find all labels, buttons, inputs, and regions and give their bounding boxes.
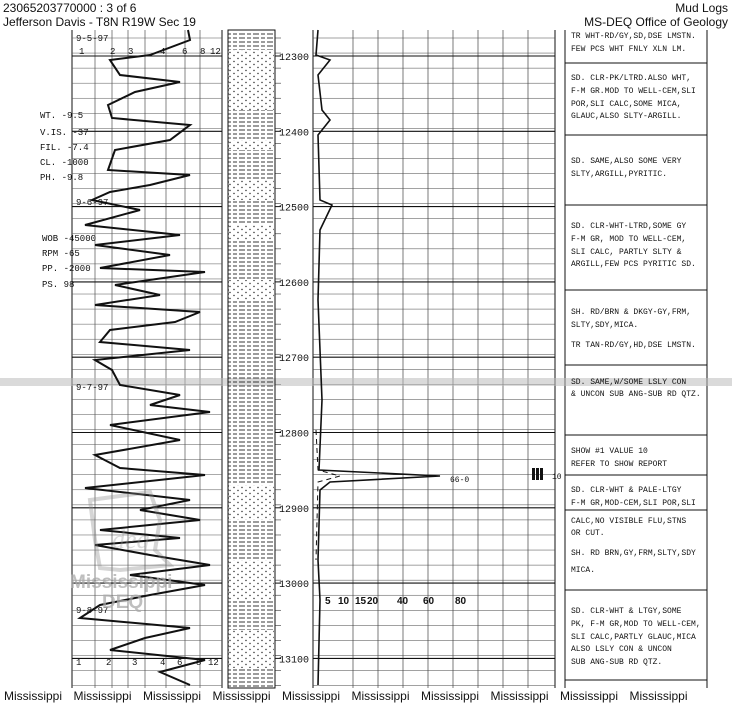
lithology-description: OR CUT.: [571, 529, 605, 538]
lithology-description: SD. SAME,W/SOME LSLY CON: [571, 378, 687, 387]
depth-label: 13100: [279, 655, 310, 667]
drilling-parameter: RPM -65: [42, 249, 80, 259]
gas-scale-label: 20: [367, 596, 379, 607]
rop-scale-bottom-label: 8: [196, 658, 202, 668]
footer-label: Mississippi: [282, 689, 341, 703]
footer-label: Mississippi: [421, 689, 480, 703]
well-name: Jefferson Davis - T8N R19W Sec 19: [3, 15, 196, 29]
lithology-description: TR TAN-RD/GY,HD,DSE LMSTN.: [571, 341, 696, 350]
footer-label: Mississippi: [73, 689, 132, 703]
gas-peak-label: 66-0: [450, 476, 470, 485]
rop-scale-top-label: 1: [79, 47, 85, 57]
rop-scale-bottom-label: 1: [76, 658, 82, 668]
lithology-description: SLTY,ARGILL,PYRITIC.: [571, 170, 668, 179]
sand-interval: [229, 280, 274, 300]
footer-label: Mississippi: [212, 689, 271, 703]
gas-scale-label: 10: [338, 596, 350, 607]
depth-label: 12300: [279, 53, 310, 64]
sand-interval: [229, 50, 274, 110]
rop-scale-bottom-label: 6: [177, 658, 183, 668]
depth-label: 12800: [279, 429, 310, 441]
rop-scale-bottom-label: 3: [132, 658, 138, 668]
lithology-description: PK, F-M GR,MOD TO WELL-CEM,: [571, 620, 701, 629]
rop-scale-top-label: 6: [182, 47, 188, 57]
rop-scale-top-label: 2: [110, 47, 116, 57]
lithology-description: SD. SAME,ALSO SOME VERY: [571, 157, 682, 166]
lithology-description: ARGILL,FEW PCS PYRITIC SD.: [571, 260, 696, 269]
sand-interval: [229, 180, 274, 200]
show-indicator-bar: [540, 468, 543, 480]
date-label: 9-7-97: [76, 383, 109, 393]
watermark-line1: Mississippi: [70, 572, 173, 593]
lithology-description: ALSO LSLY CON & UNCON: [571, 645, 672, 654]
mud-property: WT. -9.5: [40, 111, 84, 121]
lithology-description: FEW PCS WHT FNLY XLN LM.: [571, 45, 687, 54]
lithology-description: SLI CALC, PARTLY SLTY &: [571, 248, 682, 257]
footer-label: Mississippi: [629, 689, 688, 703]
depth-label: 12900: [279, 504, 310, 516]
depth-label: 12600: [279, 278, 310, 290]
agency-name: MS-DEQ Office of Geology: [584, 15, 728, 29]
lithology-description: SUB ANG-SUB RD QTZ.: [571, 658, 663, 667]
sand-interval: [229, 630, 274, 668]
sand-interval: [229, 225, 274, 240]
rop-scale-bottom-label: 4: [160, 658, 166, 668]
lithology-description: F-M GR,MOD-CEM,SLI POR,SLI: [571, 499, 696, 508]
date-label: 9-5-97: [76, 34, 109, 44]
show-value-label: 10: [552, 473, 562, 482]
drilling-parameter: PS. 98: [42, 280, 75, 290]
mud-property: CL. -1000: [40, 158, 89, 168]
lithology-description: POR,SLI CALC,SOME MICA,: [571, 100, 682, 109]
depth-label: 12700: [279, 354, 310, 366]
gas-scale-label: 60: [423, 596, 435, 607]
sand-interval: [229, 560, 274, 600]
lithology-description: TR WHT-RD/GY,SD,DSE LMSTN.: [571, 32, 696, 41]
lithology-description: SD. CLR-WHT & LTGY,SOME: [571, 607, 682, 616]
lithology-description: MICA.: [571, 566, 596, 575]
drilling-parameter: PP. -2000: [42, 264, 91, 274]
lithology-description: SLI CALC,PARTLY GLAUC,MICA: [571, 633, 696, 642]
depth-label: 12400: [279, 128, 310, 140]
lithology-description: SLTY,SDY,MICA.: [571, 321, 639, 330]
footer-label: Mississippi: [143, 689, 202, 703]
depth-label: 12500: [279, 203, 310, 215]
rop-scale-top-label: 12: [210, 47, 221, 57]
lithology-description: SH. RD/BRN & DKGY-GY,FRM,: [571, 308, 692, 317]
lithology-description: GLAUC,ALSO SLTY-ARGILL.: [571, 112, 682, 121]
rop-scale-top-label: 8: [200, 47, 206, 57]
rop-scale-bottom-label: 12: [208, 658, 219, 668]
gas-scale-label: 15: [355, 596, 367, 607]
date-label: 9-6-97: [76, 198, 109, 208]
watermark-line2: DEQ: [102, 592, 144, 613]
show-indicator-bar: [532, 468, 535, 480]
gas-scale-label: 80: [455, 596, 467, 607]
lithology-description: SH. RD BRN,GY,FRM,SLTY,SDY: [571, 549, 696, 558]
footer: [0, 689, 732, 705]
footer-label: Mississippi: [490, 689, 549, 703]
svg-text:deq: deq: [112, 525, 150, 554]
sand-interval: [229, 140, 274, 150]
mud-property: FIL. -7.4: [40, 143, 89, 153]
lithology-description: REFER TO SHOW REPORT: [571, 460, 668, 469]
gas-scale-label: 5: [325, 596, 331, 607]
mud-property: V.IS. -37: [40, 128, 89, 138]
show-indicator-bar: [536, 468, 539, 480]
drilling-parameter: WOB -45000: [42, 234, 97, 244]
mud-property: PH. -9.8: [40, 173, 84, 183]
rop-scale-bottom-label: 2: [106, 658, 112, 668]
footer-label: Mississippi: [560, 689, 619, 703]
footer-label: Mississippi: [351, 689, 410, 703]
depth-label: 13000: [279, 580, 310, 592]
rop-scale-top-label: 4: [160, 47, 166, 57]
lithology-description: F-M GR, MOD TO WELL-CEM,: [571, 235, 687, 244]
rop-scale-top-label: 3: [128, 47, 134, 57]
lithology-description: & UNCON SUB ANG-SUB RD QTZ.: [571, 390, 701, 399]
document-id: 23065203770000 : 3 of 6: [3, 1, 137, 15]
date-label: 9-8-97: [76, 606, 109, 616]
lithology-description: F-M GR.MOD TO WELL-CEM,SLI: [571, 87, 696, 96]
lithology-description: SHOW #1 VALUE 10: [571, 447, 648, 456]
lithology-description: SD. CLR-WHT-LTRD,SOME GY: [571, 222, 687, 231]
gas-scale-label: 40: [397, 596, 409, 607]
lithology-description: SD. CLR-WHT & PALE-LTGY: [571, 486, 682, 495]
lithology-description: SD. CLR-PK/LTRD.ALSO WHT,: [571, 74, 692, 83]
sand-interval: [229, 485, 274, 520]
footer-label: Mississippi: [4, 689, 63, 703]
document-category: Mud Logs: [675, 1, 728, 15]
lithology-description: CALC,NO VISIBLE FLU,STNS: [571, 517, 687, 526]
